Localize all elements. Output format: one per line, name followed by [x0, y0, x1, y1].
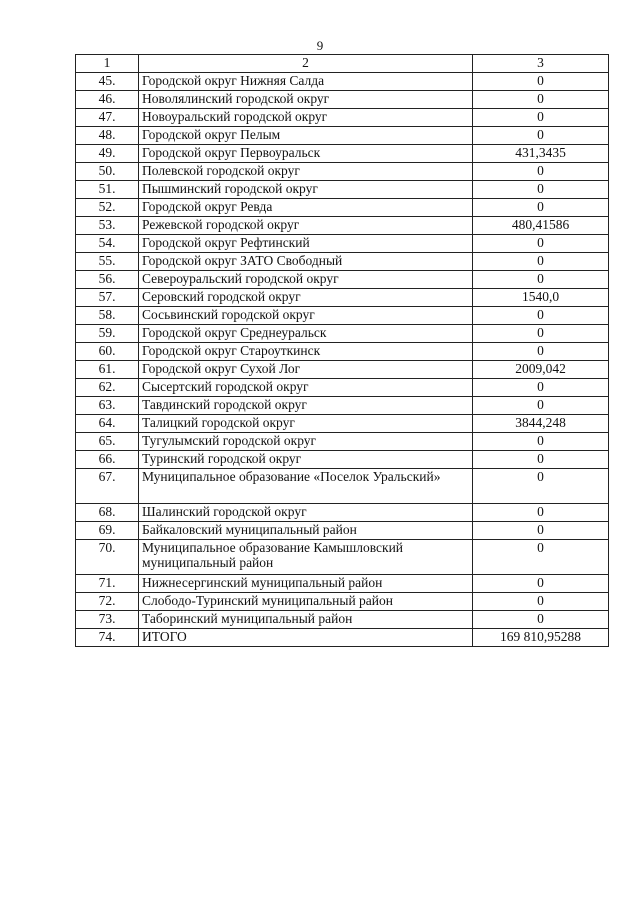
amount-value: 0	[473, 343, 609, 361]
municipality-name: Городской округ Сухой Лог	[139, 361, 473, 379]
table-row	[76, 451, 609, 469]
amount-value: 0	[473, 504, 609, 522]
amount-value: 0	[473, 271, 609, 289]
municipality-name: Байкаловский муниципальный район	[139, 522, 473, 540]
row-number: 63.	[76, 397, 139, 415]
municipality-name: Городской округ Первоуральск	[139, 145, 473, 163]
table-row	[76, 271, 609, 289]
table-body	[76, 55, 609, 647]
municipality-name: Пышминский городской округ	[139, 181, 473, 199]
municipality-name: Талицкий городской округ	[139, 415, 473, 433]
amount-value: 0	[473, 611, 609, 629]
data-table	[75, 54, 609, 647]
table-row	[76, 253, 609, 271]
municipality-name: Городской округ Староуткинск	[139, 343, 473, 361]
amount-value: 1540,0	[473, 289, 609, 307]
table-row	[76, 199, 609, 217]
table-row	[76, 629, 609, 647]
row-number: 59.	[76, 325, 139, 343]
row-number: 73.	[76, 611, 139, 629]
table-row	[76, 343, 609, 361]
row-number: 52.	[76, 199, 139, 217]
table-row	[76, 575, 609, 593]
row-number: 57.	[76, 289, 139, 307]
amount-value: 0	[473, 540, 609, 575]
amount-value: 0	[473, 397, 609, 415]
table-row	[76, 504, 609, 522]
amount-value: 169 810,95288	[473, 629, 609, 647]
header-col-2: 2	[139, 55, 473, 73]
amount-value: 0	[473, 127, 609, 145]
municipality-name: Городской округ ЗАТО Свободный	[139, 253, 473, 271]
header-col-3: 3	[473, 55, 609, 73]
table-row	[76, 379, 609, 397]
row-number: 53.	[76, 217, 139, 235]
municipality-name: Муниципальное образование «Поселок Уральский»	[139, 469, 473, 504]
municipality-name: Шалинский городской округ	[139, 504, 473, 522]
table-row	[76, 73, 609, 91]
row-number: 71.	[76, 575, 139, 593]
amount-value: 0	[473, 73, 609, 91]
amount-value: 431,3435	[473, 145, 609, 163]
amount-value: 2009,042	[473, 361, 609, 379]
page-number: 9	[316, 38, 324, 53]
table-row	[76, 522, 609, 540]
table-row	[76, 91, 609, 109]
table-row	[76, 163, 609, 181]
municipality-name: Нижнесергинский муниципальный район	[139, 575, 473, 593]
municipality-name: Серовский городской округ	[139, 289, 473, 307]
row-number: 48.	[76, 127, 139, 145]
municipality-name: Таборинский муниципальный район	[139, 611, 473, 629]
municipality-name: Полевской городской округ	[139, 163, 473, 181]
row-number: 49.	[76, 145, 139, 163]
row-number: 67.	[76, 469, 139, 504]
amount-value: 0	[473, 522, 609, 540]
table-row	[76, 611, 609, 629]
header-col-1: 1	[76, 55, 139, 73]
table-row	[76, 127, 609, 145]
row-number: 72.	[76, 593, 139, 611]
amount-value: 3844,248	[473, 415, 609, 433]
municipality-name: Новолялинский городской округ	[139, 91, 473, 109]
amount-value: 0	[473, 163, 609, 181]
table-row	[76, 217, 609, 235]
amount-value: 0	[473, 253, 609, 271]
amount-value: 0	[473, 199, 609, 217]
municipality-name: Городской округ Пелым	[139, 127, 473, 145]
table-row	[76, 307, 609, 325]
row-number: 70.	[76, 540, 139, 575]
table-row	[76, 540, 609, 575]
row-number: 47.	[76, 109, 139, 127]
table-row	[76, 433, 609, 451]
amount-value: 480,41586	[473, 217, 609, 235]
amount-value: 0	[473, 575, 609, 593]
row-number: 62.	[76, 379, 139, 397]
municipality-name: Новоуральский городской округ	[139, 109, 473, 127]
table-row	[76, 415, 609, 433]
table-row	[76, 109, 609, 127]
row-number: 51.	[76, 181, 139, 199]
amount-value: 0	[473, 91, 609, 109]
amount-value: 0	[473, 109, 609, 127]
table-row	[76, 325, 609, 343]
municipality-name: Городской округ Рефтинский	[139, 235, 473, 253]
table-row	[76, 361, 609, 379]
table-row	[76, 289, 609, 307]
table-row	[76, 145, 609, 163]
amount-value: 0	[473, 433, 609, 451]
row-number: 50.	[76, 163, 139, 181]
row-number: 64.	[76, 415, 139, 433]
amount-value: 0	[473, 593, 609, 611]
row-number: 66.	[76, 451, 139, 469]
municipality-name: Городской округ Среднеуральск	[139, 325, 473, 343]
row-number: 68.	[76, 504, 139, 522]
municipality-name: Городской округ Нижняя Салда	[139, 73, 473, 91]
amount-value: 0	[473, 181, 609, 199]
municipality-name: Сысертский городской округ	[139, 379, 473, 397]
row-number: 69.	[76, 522, 139, 540]
row-number: 58.	[76, 307, 139, 325]
municipality-name: Тавдинский городской округ	[139, 397, 473, 415]
table-header-row	[76, 55, 609, 73]
amount-value: 0	[473, 307, 609, 325]
amount-value: 0	[473, 325, 609, 343]
row-number: 65.	[76, 433, 139, 451]
row-number: 55.	[76, 253, 139, 271]
municipality-name: Режевской городской округ	[139, 217, 473, 235]
municipality-name: Слободо-Туринский муниципальный район	[139, 593, 473, 611]
municipality-name: Сосьвинский городской округ	[139, 307, 473, 325]
row-number: 56.	[76, 271, 139, 289]
row-number: 45.	[76, 73, 139, 91]
municipality-name: Тугулымский городской округ	[139, 433, 473, 451]
table-row	[76, 397, 609, 415]
row-number: 60.	[76, 343, 139, 361]
amount-value: 0	[473, 469, 609, 504]
municipality-name: Туринский городской округ	[139, 451, 473, 469]
amount-value: 0	[473, 235, 609, 253]
amount-value: 0	[473, 379, 609, 397]
row-number: 74.	[76, 629, 139, 647]
municipality-name: Североуральский городской округ	[139, 271, 473, 289]
row-number: 46.	[76, 91, 139, 109]
amount-value: 0	[473, 451, 609, 469]
table-row	[76, 235, 609, 253]
table-row	[76, 469, 609, 504]
municipality-name: ИТОГО	[139, 629, 473, 647]
municipality-name: Городской округ Ревда	[139, 199, 473, 217]
municipality-name: Муниципальное образование Камышловский муниципальный район	[139, 540, 473, 575]
table-row	[76, 181, 609, 199]
table-row	[76, 593, 609, 611]
row-number: 54.	[76, 235, 139, 253]
row-number: 61.	[76, 361, 139, 379]
